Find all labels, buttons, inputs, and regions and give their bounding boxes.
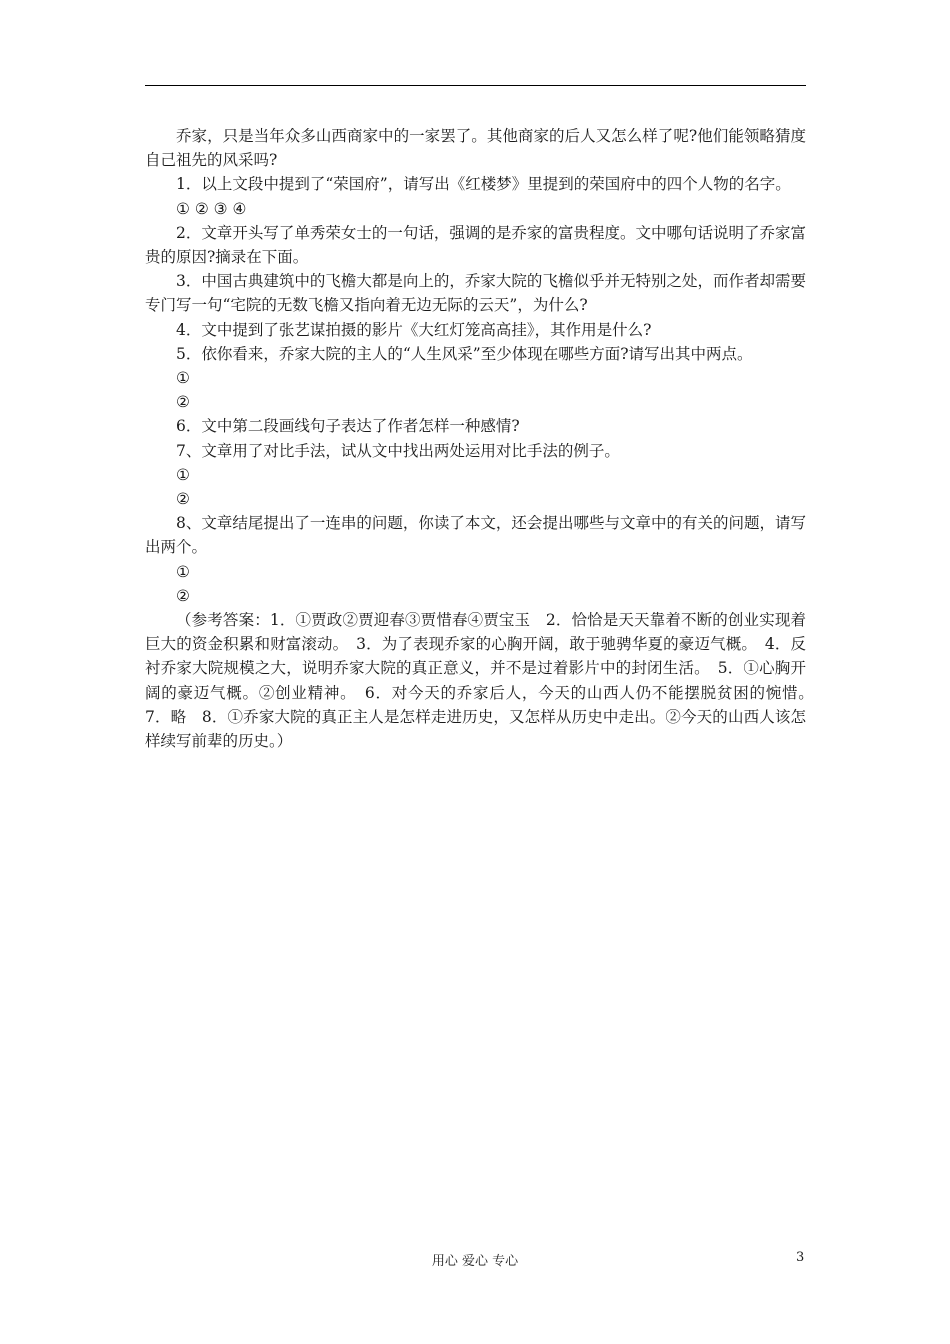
paragraph-intro: 乔家，只是当年众多山西商家中的一家罢了。其他商家的后人又怎么样了呢?他们能领略猜度自己祖先的风采吗? xyxy=(145,127,806,170)
answer-slot: ② xyxy=(176,586,190,605)
question-3: 3．中国古典建筑中的飞檐大都是向上的，乔家大院的飞檐似乎并无特别之处，而作者却需要专门写一句“宅院的无数飞檐又指向着无边无际的云天”，为什么? xyxy=(145,272,806,315)
answer-slot: ② xyxy=(176,393,190,412)
footer-motto: 用心 爱心 专心 xyxy=(431,1254,519,1269)
question-4: 4．文中提到了张艺谋拍摄的影片《大红灯笼高高挂》，其作用是什么? xyxy=(176,320,652,339)
question-2: 2．文章开头写了单秀荣女士的一句话，强调的是乔家的富贵程度。文中哪句话说明了乔家富贵的原因?摘录在下面。 xyxy=(145,223,806,267)
answer-slot: ① xyxy=(176,369,190,388)
question-6: 6．文中第二段画线句子表达了作者怎样一种感情? xyxy=(176,417,520,436)
question-5: 5．依你看来，乔家大院的主人的“人生风采”至少体现在哪些方面?请写出其中两点。 xyxy=(176,344,753,363)
answer-slot: ② xyxy=(176,490,190,509)
answer-slots-1: ① ② ③ ④ xyxy=(176,199,247,218)
header-rule xyxy=(145,85,806,86)
question-1: 1．以上文段中提到了“荣国府”，请写出《红楼梦》里提到的荣国府中的四个人物的名字。 xyxy=(176,175,791,194)
question-7: 7、文章用了对比手法，试从文中找出两处运用对比手法的例子。 xyxy=(176,441,620,460)
reference-answers: （参考答案：1．①贾政②贾迎春③贾惜春④贾宝玉 2．恰恰是天天靠着不断的创业实现着巨大的资金积累和财富滚动。 3．为了表现乔家的心胸开阔，敢于驰骋华夏的豪迈气概。 4．反衬乔家大院规模之大，说明乔家大院的真正意义，并不是过着影片中的封闭生活。 5．①心胸开阔的豪迈气概。②创业精神。 6．对今天的乔家后人，今天的山西人仍不能摆脱贫困的惋惜。 7．略 8．①乔家大院的真正主人是怎样走进历史，又怎样从历史中走出。②今天的山西人该怎样续写前辈的历史。） xyxy=(145,611,822,751)
question-8: 8、文章结尾提出了一连串的问题，你读了本文，还会提出哪些与文章中的有关的问题，请写出两个。 xyxy=(145,514,806,557)
page-number: 3 xyxy=(796,1250,805,1265)
answer-slot: ① xyxy=(176,562,190,581)
answer-slot: ① xyxy=(176,465,190,484)
document-body xyxy=(145,124,822,753)
